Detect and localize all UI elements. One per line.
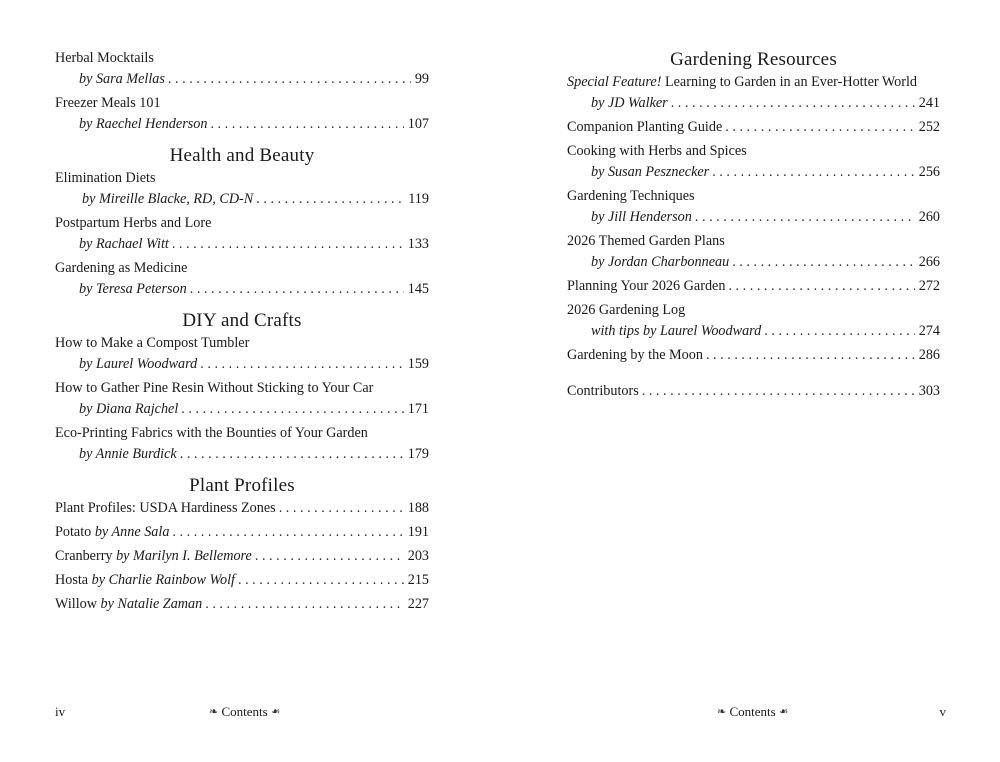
- toc-entry[interactable]: [55, 522, 429, 543]
- running-head-label: Contents: [729, 704, 776, 719]
- entry-title: 2026 Themed Garden Plans: [567, 233, 725, 249]
- special-feature-label: Special Feature!: [567, 74, 662, 90]
- page-number: 159: [407, 356, 429, 372]
- entry-title: Postpartum Herbs and Lore: [55, 215, 212, 231]
- entry-title: Eco-Printing Fabrics with the Bounties of Your Garden: [55, 425, 368, 441]
- entry-byline: by Susan Pesznecker: [591, 164, 710, 180]
- entry-title: 2026 Gardening Log: [567, 302, 686, 318]
- dot-leader: [205, 594, 403, 615]
- dot-leader: [172, 234, 404, 255]
- entry-title: Gardening Techniques: [567, 188, 695, 204]
- toc-entry[interactable]: [567, 141, 940, 183]
- toc-entry[interactable]: [567, 276, 940, 297]
- dot-leader: [180, 444, 404, 465]
- toc-entry[interactable]: [55, 378, 429, 420]
- dot-leader: [671, 93, 915, 114]
- entry-title: How to Make a Compost Tumbler: [55, 335, 250, 351]
- section-heading-health-beauty: Health and Beauty: [169, 145, 315, 166]
- dot-leader: [255, 546, 404, 567]
- page-number: 286: [918, 347, 940, 363]
- toc-entry[interactable]: [567, 117, 940, 138]
- folio: v: [939, 704, 946, 719]
- page-number: 188: [407, 500, 429, 516]
- toc-entry[interactable]: [55, 546, 429, 567]
- page-number: 179: [407, 446, 429, 462]
- leaf-ornament-icon: ❧: [270, 706, 281, 718]
- page-number: 274: [918, 323, 940, 339]
- dot-leader: [732, 252, 915, 273]
- toc-entry[interactable]: [55, 423, 429, 465]
- toc-entry[interactable]: [55, 258, 429, 300]
- dot-leader: [256, 189, 404, 210]
- entry-byline: by Rachael Witt: [79, 236, 169, 252]
- running-head: [209, 703, 280, 722]
- entry-title: Gardening by the Moon: [567, 347, 703, 363]
- running-head: [717, 703, 788, 722]
- entry-byline: by Mireille Blacke, RD, CD-N: [82, 191, 254, 207]
- page-number: 145: [407, 281, 429, 297]
- toc-entry[interactable]: [55, 498, 429, 519]
- page-number: 260: [918, 209, 940, 225]
- entry-byline: by Annie Burdick: [79, 446, 177, 462]
- entry-title: Freezer Meals 101: [55, 95, 161, 111]
- entry-title: Willow: [55, 596, 97, 612]
- dot-leader: [764, 321, 914, 342]
- entry-byline: by Natalie Zaman: [100, 596, 203, 612]
- entry-title: Herbal Mocktails: [55, 50, 154, 66]
- toc-entry[interactable]: [567, 345, 940, 366]
- toc-entry[interactable]: [567, 186, 940, 228]
- leaf-ornament-icon: ❧: [717, 706, 727, 718]
- dot-leader: [728, 276, 914, 297]
- toc-left: [55, 48, 429, 615]
- entry-title: Contributors: [567, 383, 639, 399]
- entry-byline: by Jordan Charbonneau: [591, 254, 730, 270]
- left-page: [55, 0, 429, 762]
- entry-title: Elimination Diets: [55, 170, 156, 186]
- entry-byline: by Charlie Rainbow Wolf: [91, 572, 235, 588]
- dot-leader: [712, 162, 915, 183]
- toc-entry[interactable]: [55, 570, 429, 591]
- page-number: 119: [408, 191, 429, 207]
- entry-byline: by JD Walker: [591, 95, 668, 111]
- page-number: 303: [918, 383, 940, 399]
- dot-leader: [695, 207, 915, 228]
- entry-title: Cranberry: [55, 548, 113, 564]
- toc-entry[interactable]: [55, 93, 429, 135]
- toc-entry[interactable]: [55, 48, 429, 90]
- entry-byline: by Teresa Peterson: [79, 281, 187, 297]
- dot-leader: [168, 69, 411, 90]
- page-number: 215: [407, 572, 429, 588]
- entry-byline: by Diana Rajchel: [79, 401, 179, 417]
- page-number: 241: [918, 95, 940, 111]
- entry-title: Potato: [55, 524, 92, 540]
- page-number: 99: [414, 71, 429, 87]
- entry-title: How to Gather Pine Resin Without Sticking to Your Car: [55, 380, 374, 396]
- dot-leader: [642, 381, 915, 402]
- page-number: 203: [407, 548, 429, 564]
- entry-byline: by Raechel Henderson: [79, 116, 208, 132]
- page-number: 252: [918, 119, 940, 135]
- toc-right: [567, 48, 940, 402]
- toc-entry[interactable]: [567, 300, 940, 342]
- folio: iv: [55, 704, 66, 719]
- toc-entry[interactable]: [567, 231, 940, 273]
- dot-leader: [238, 570, 404, 591]
- dot-leader: [706, 345, 915, 366]
- right-page: [567, 0, 946, 762]
- page-number: 227: [407, 596, 429, 612]
- entry-title: Gardening as Medicine: [55, 260, 188, 276]
- entry-byline: by Laurel Woodward: [79, 356, 198, 372]
- leaf-ornament-icon: ❧: [209, 706, 219, 718]
- dot-leader: [190, 279, 404, 300]
- entry-title: Cooking with Herbs and Spices: [567, 143, 747, 159]
- page-number: 171: [407, 401, 429, 417]
- dot-leader: [200, 354, 403, 375]
- entry-byline: by Jill Henderson: [591, 209, 692, 225]
- entry-title: Planning Your 2026 Garden: [567, 278, 726, 294]
- entry-byline: with tips by Laurel Woodward: [591, 323, 762, 339]
- entry-title: Hosta: [55, 572, 89, 588]
- page-number: 256: [918, 164, 940, 180]
- entry-title: Learning to Garden in an Ever-Hotter World: [664, 74, 917, 90]
- page-number: 272: [918, 278, 940, 294]
- page-number: 107: [407, 116, 429, 132]
- dot-leader: [210, 114, 403, 135]
- section-heading-plant-profiles: Plant Profiles: [189, 475, 295, 496]
- section-heading-diy-crafts: DIY and Crafts: [182, 310, 302, 331]
- toc-entry[interactable]: [55, 333, 429, 375]
- entry-byline: by Sara Mellas: [79, 71, 165, 87]
- dot-leader: [172, 522, 403, 543]
- page-number: 133: [407, 236, 429, 252]
- entry-title: Companion Planting Guide: [567, 119, 723, 135]
- toc-entry[interactable]: [55, 213, 429, 255]
- dot-leader: [725, 117, 914, 138]
- entry-byline: by Anne Sala: [94, 524, 170, 540]
- entry-title: Plant Profiles: USDA Hardiness Zones: [55, 500, 276, 516]
- toc-entry-contributors[interactable]: [567, 381, 940, 402]
- section-heading-gardening-resources: Gardening Resources: [670, 49, 837, 70]
- running-head-label: Contents: [221, 704, 268, 719]
- page-number: 191: [407, 524, 429, 540]
- dot-leader: [181, 399, 403, 420]
- toc-entry[interactable]: [567, 72, 940, 114]
- leaf-ornament-icon: ❧: [778, 706, 789, 718]
- page-number: 266: [918, 254, 940, 270]
- toc-entry[interactable]: [55, 594, 429, 615]
- entry-byline: by Marilyn I. Bellemore: [116, 548, 252, 564]
- dot-leader: [279, 498, 404, 519]
- toc-entry[interactable]: [55, 168, 429, 210]
